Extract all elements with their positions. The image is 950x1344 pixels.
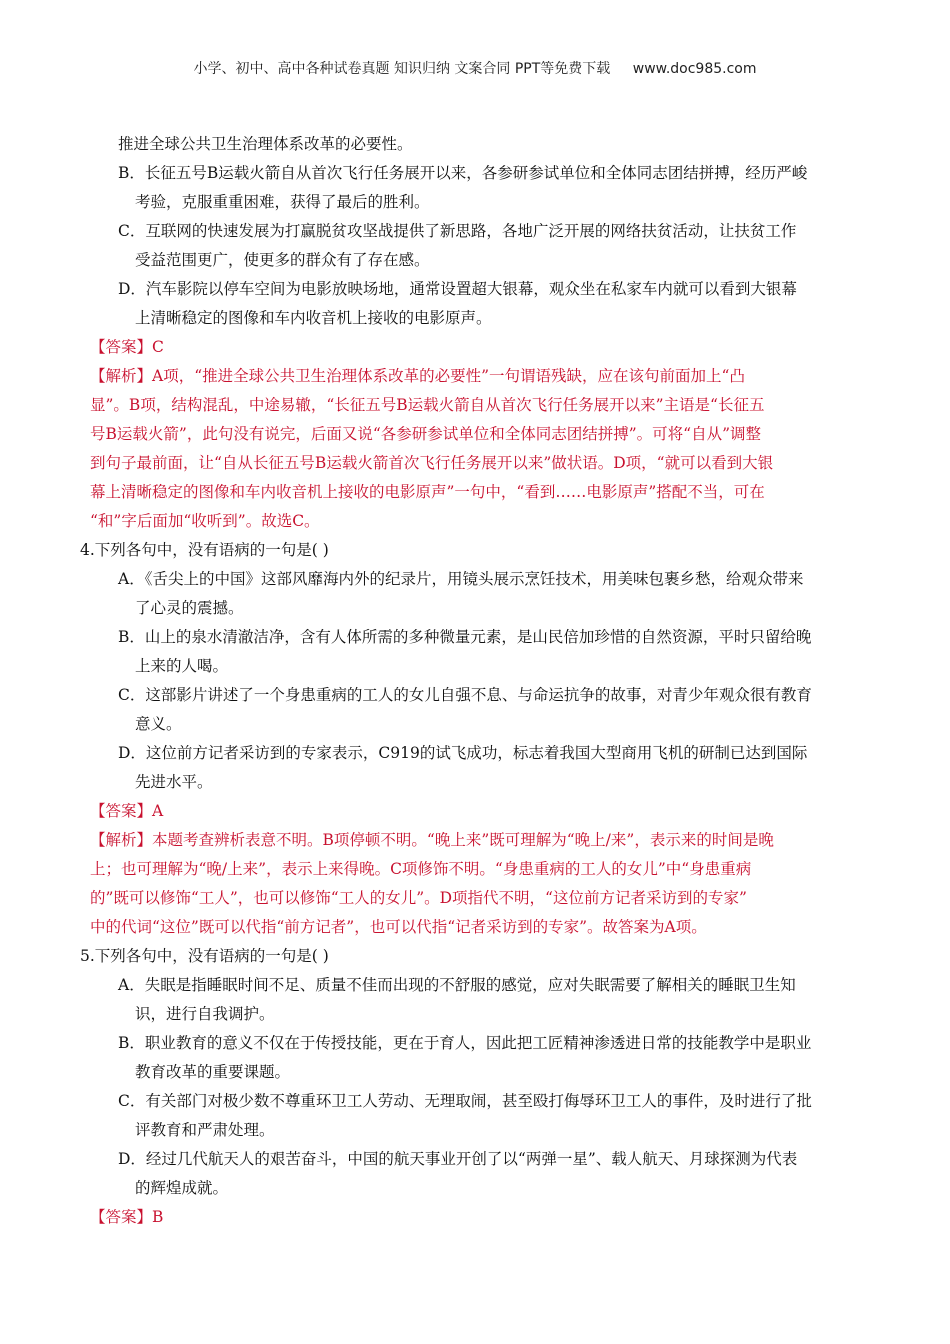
q4-analysis-line2: 上；也可理解为“晚/上来”，表示上来得晚。C项修饰不明。“身患重病的工人的女儿”中“身患重病: [90, 860, 752, 878]
analysis-tag: 【解析】: [90, 831, 153, 849]
header-text: 小学、初中、高中各种试卷真题 知识归纳 文案合同 PPT等免费下载: [193, 61, 611, 77]
q5-option-d-line2: 的辉煌成就。: [135, 1179, 229, 1197]
q5-option-a-line1: A．失眠是指睡眠时间不足、质量不佳而出现的不舒服的感觉，应对失眠需要了解相关的睡眠卫生知: [118, 976, 796, 994]
q3-answer: [90, 335, 164, 357]
analysis-tag: 【解析】: [90, 367, 153, 385]
q3-option-d-line1: D．汽车影院以停车空间为电影放映场地，通常设置超大银幕，观众坐在私家车内就可以看到大银幕: [118, 280, 797, 298]
q3-option-a-cont: 推进全球公共卫生治理体系改革的必要性。: [118, 135, 413, 153]
q3-analysis-line3: 号B运载火箭”，此句没有说完，后面又说“各参研参试单位和全体同志团结拼搏”。可将“自从”调整: [90, 425, 762, 443]
q4-stem: 4.下列各句中，没有语病的一句是( ): [80, 541, 329, 559]
q3-option-b-line1: B．长征五号B运载火箭自从首次飞行任务展开以来，各参研参试单位和全体同志团结拼搏，经历严峻: [118, 164, 808, 182]
page-header: [0, 58, 950, 78]
q5-option-b-line2: 教育改革的重要课题。: [135, 1063, 291, 1081]
q3-analysis-line6: “和”字后面加“收听到”。故选C。: [90, 512, 320, 530]
q4-option-b-line1: B．山上的泉水清澈洁净，含有人体所需的多种微量元素，是山民倍加珍惜的自然资源，平时只留给晚: [118, 628, 812, 646]
q3-option-c-line2: 受益范围更广，使更多的群众有了存在感。: [135, 251, 430, 269]
q4-analysis-line4: 中的代词“这位”既可以代指“前方记者”，也可以代指“记者采访到的专家”。故答案为A项。: [90, 918, 707, 936]
q4-answer: [90, 799, 163, 821]
q5-stem: 5.下列各句中，没有语病的一句是( ): [80, 947, 329, 965]
q4-analysis-line1: 【解析】本题考查辨析表意不明。B项停顿不明。“晚上来”既可理解为“晚上/来”，表示来的时间是晚: [90, 831, 774, 849]
q3-analysis-line2: 显”。B项，结构混乱，中途易辙，“长征五号B运载火箭自从首次飞行任务展开以来”主语是“长征五: [90, 396, 765, 414]
q4-option-d-line1: D．这位前方记者采访到的专家表示，C919的试飞成功，标志着我国大型商用飞机的研制已达到国际: [118, 744, 808, 762]
answer-tag: 【答案】: [90, 802, 153, 820]
q5-option-b-line1: B．职业教育的意义不仅在于传授技能，更在于育人，因此把工匠精神渗透进日常的技能教学中是职业: [118, 1034, 812, 1052]
q3-option-d-line2: 上清晰稳定的图像和车内收音机上接收的电影原声。: [135, 309, 492, 327]
q3-analysis-line4: 到句子最前面，让“自从长征五号B运载火箭首次飞行任务展开以来”做状语。D项，“就可以看到大银: [90, 454, 774, 472]
q4-option-a-line2: 了心灵的震撼。: [135, 599, 244, 617]
answer-tag: 【答案】: [90, 338, 153, 356]
q3-analysis-line1: 【解析】A项，“推进全球公共卫生治理体系改革的必要性”一句谓语残缺，应在该句前面加上“凸: [90, 367, 745, 385]
answer-value: B: [152, 1208, 164, 1226]
q5-option-d-line1: D．经过几代航天人的艰苦奋斗，中国的航天事业开创了以“两弹一星”、载人航天、月球探测为代表: [118, 1150, 798, 1168]
q5-answer: [90, 1205, 163, 1227]
answer-tag: 【答案】: [90, 1208, 153, 1226]
answer-value: C: [152, 338, 164, 356]
q5-option-c-line1: C．有关部门对极少数不尊重环卫工人劳动、无理取闹，甚至殴打侮辱环卫工人的事件，及时进行了批: [118, 1092, 812, 1110]
q3-analysis-line5: 幕上清晰稳定的图像和车内收音机上接收的电影原声”一句中，“看到……电影原声”搭配不当，可在: [90, 483, 765, 501]
q3-option-b-line2: 考验，克服重重困难，获得了最后的胜利。: [135, 193, 430, 211]
q4-analysis-line3: 的”既可以修饰“工人”，也可以修饰“工人的女儿”。D项指代不明，“这位前方记者采访到的专家”: [90, 889, 747, 907]
q4-option-d-line2: 先进水平。: [135, 773, 213, 791]
q5-option-c-line2: 评教育和严肃处理。: [135, 1121, 275, 1139]
q4-option-c-line1: C．这部影片讲述了一个身患重病的工人的女儿自强不息、与命运抗争的故事，对青少年观众很有教育: [118, 686, 812, 704]
q5-option-a-line2: 识，进行自我调护。: [135, 1005, 275, 1023]
q4-option-a-line1: A．《舌尖上的中国》这部风靡海内外的纪录片，用镜头展示烹饪技术，用美味包裹乡愁，给观众带来: [118, 570, 804, 588]
header-site-link[interactable]: www.doc985.com: [632, 61, 757, 77]
answer-value: A: [152, 802, 164, 820]
q3-option-c-line1: C．互联网的快速发展为打赢脱贫攻坚战提供了新思路，各地广泛开展的网络扶贫活动，让扶贫工作: [118, 222, 797, 240]
q4-option-b-line2: 上来的人喝。: [135, 657, 229, 675]
q4-option-c-line2: 意义。: [135, 715, 182, 733]
